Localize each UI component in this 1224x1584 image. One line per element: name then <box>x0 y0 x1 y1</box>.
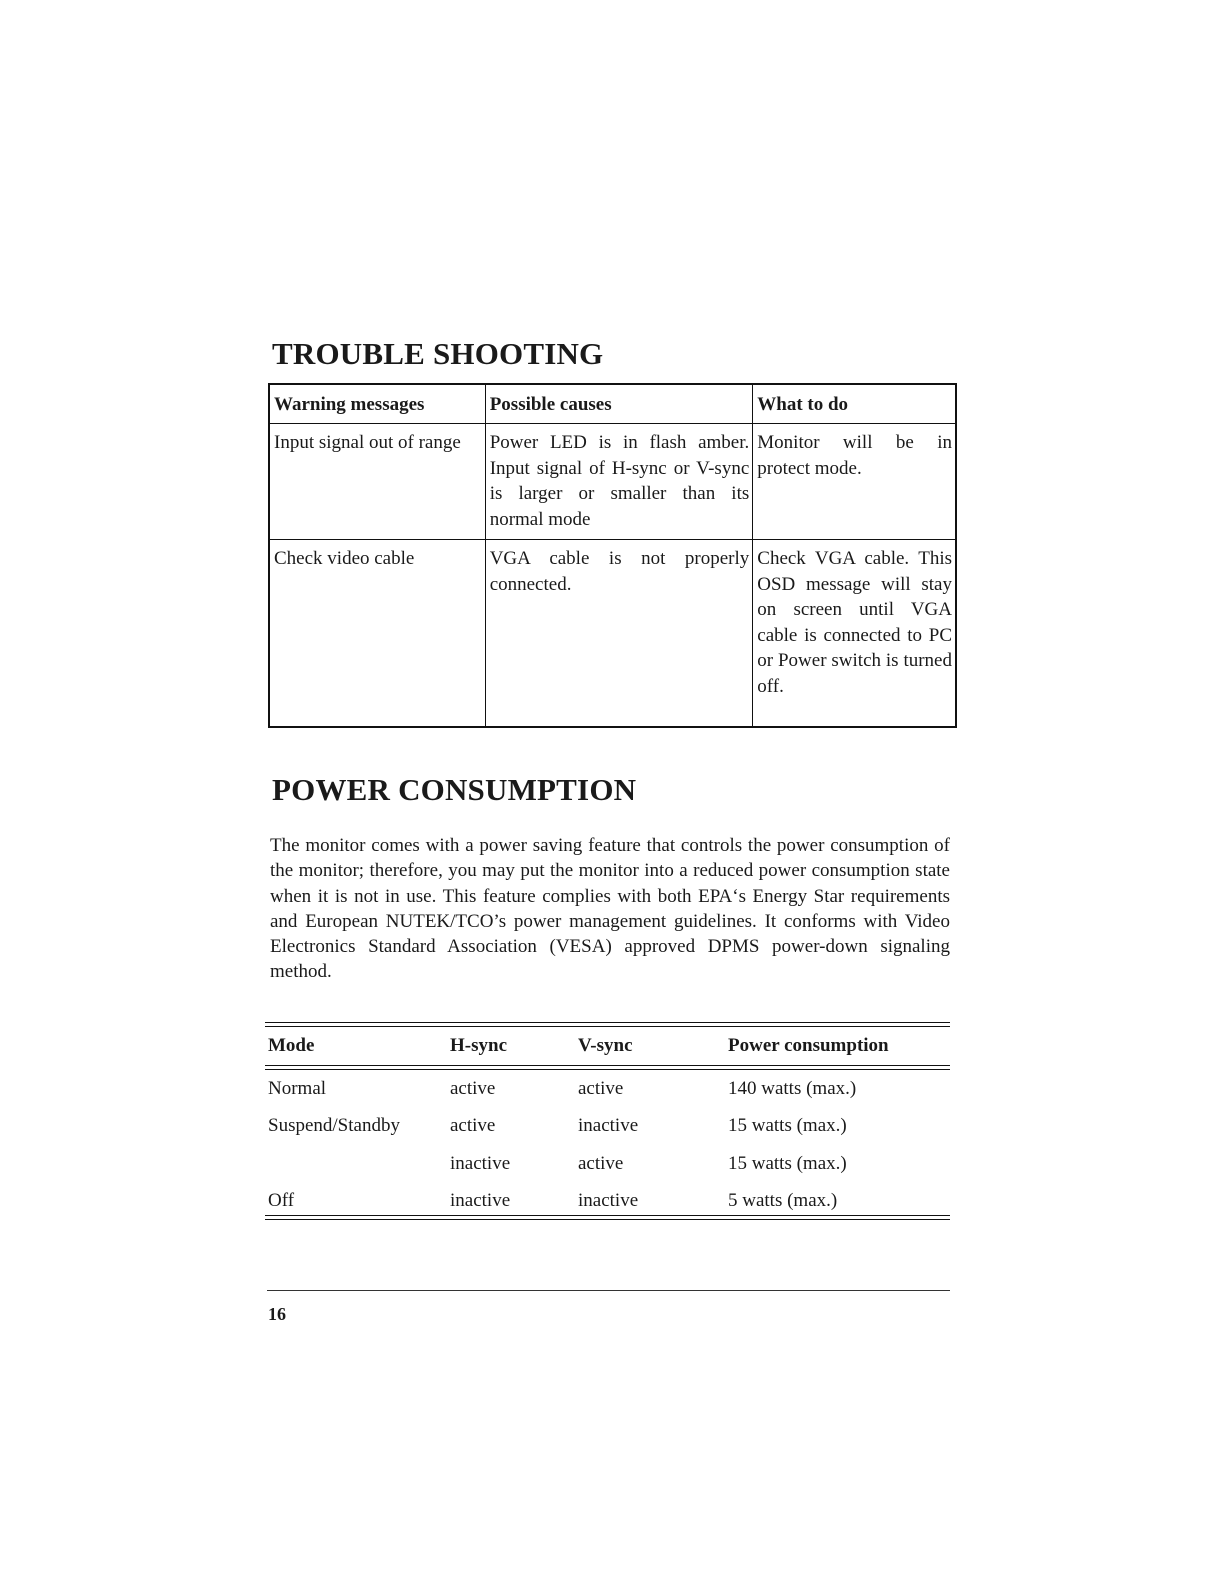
table-row <box>269 540 956 728</box>
cause-cell: Power LED is in flash amber. Input signal of H-sync or V-sync is larger or smaller than its normal mode <box>485 424 753 540</box>
table-top-rule <box>265 1022 950 1023</box>
power-cell: 140 watts (max.) <box>728 1077 857 1099</box>
power-cell: 5 watts (max.) <box>728 1190 838 1212</box>
action-cell: Check VGA cable. This OSD message will stay on screen until VGA cable is connected to PC or Power switch is turned off. <box>753 540 956 728</box>
vsync-cell: active <box>578 1077 624 1099</box>
header-rule <box>265 1065 950 1066</box>
table-row <box>268 1145 950 1183</box>
header-what-to-do: What to do <box>753 384 956 424</box>
table-row <box>268 1108 950 1146</box>
power-cell: 15 watts (max.) <box>728 1152 847 1174</box>
table-row <box>268 1070 950 1108</box>
cause-cell: VGA cable is not properly connected. <box>485 540 753 728</box>
table-row <box>269 424 956 540</box>
mode-cell: Normal <box>268 1077 327 1099</box>
vsync-cell: active <box>578 1152 624 1174</box>
hsync-cell: active <box>450 1077 496 1099</box>
power-consumption-title: POWER CONSUMPTION <box>272 772 637 807</box>
header-possible-causes: Possible causes <box>485 384 753 424</box>
vsync-cell: inactive <box>578 1115 639 1137</box>
trouble-shooting-title: TROUBLE SHOOTING <box>272 336 604 371</box>
table-bottom-rule <box>265 1219 950 1220</box>
action-cell: Monitor will be in protect mode. <box>753 424 956 540</box>
power-cell: 15 watts (max.) <box>728 1115 847 1137</box>
mode-cell <box>268 1145 450 1183</box>
power-saving-paragraph: The monitor comes with a power saving feature that controls the power consumption of the monitor; therefore, you may put the monitor into a reduced power consumption state when it is not in use. This feature complies with both EPA‘s Energy Star requirements and European NUTEK/TCO’s power management guidelines. It conforms with Video Electronics Standard Association (VESA) approved DPMS power-down signaling method. <box>270 835 950 983</box>
header-h-sync: H-sync <box>450 1035 507 1056</box>
trouble-shooting-table <box>268 383 957 728</box>
hsync-cell: inactive <box>450 1190 511 1212</box>
power-consumption-table <box>268 1030 950 1220</box>
warning-cell: Input signal out of range <box>269 424 485 540</box>
mode-cell: Suspend/Standby <box>268 1115 400 1137</box>
header-warning-messages: Warning messages <box>269 384 485 424</box>
table-top-rule <box>265 1026 950 1027</box>
vsync-cell: inactive <box>578 1190 639 1212</box>
table-header-row <box>268 1030 950 1062</box>
table-header-row <box>269 384 956 424</box>
hsync-cell: active <box>450 1115 496 1137</box>
footer-rule <box>267 1290 950 1291</box>
table-bottom-rule <box>265 1215 950 1216</box>
header-v-sync: V-sync <box>578 1035 633 1056</box>
page-number: 16 <box>268 1304 286 1324</box>
hsync-cell: inactive <box>450 1152 511 1174</box>
header-mode: Mode <box>268 1035 315 1056</box>
header-power-consumption: Power consumption <box>728 1035 889 1056</box>
mode-cell: Off <box>268 1190 295 1212</box>
header-rule <box>265 1069 950 1070</box>
warning-cell: Check video cable <box>269 540 485 728</box>
